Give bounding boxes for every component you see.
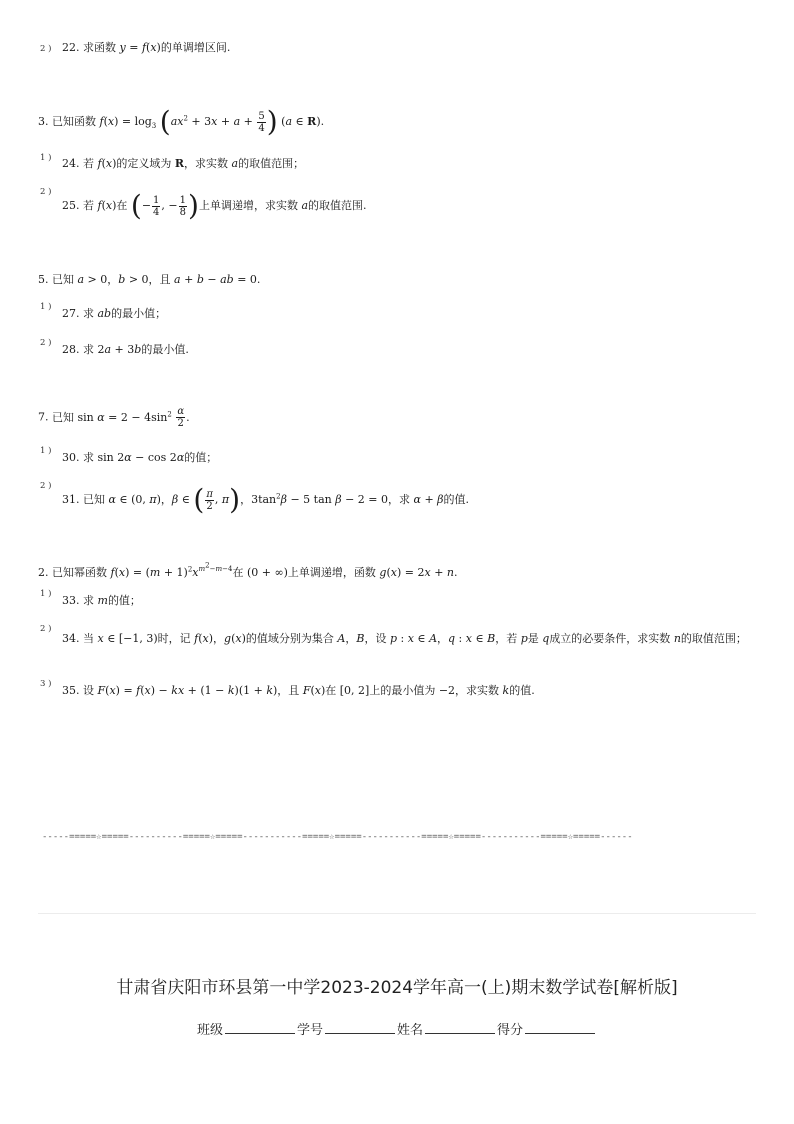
field-score-blank[interactable]	[525, 1021, 595, 1034]
question-34: 34. 当 x ∈ [−1, 3)时，记 f(x)，g(x)的值域分别为集合 A，B，设 p : x ∈ A，q : x ∈ B，若 p是 q成立的必要条件，求实数 n的取值范围；	[62, 632, 747, 645]
field-class-label: 班级	[196, 1023, 223, 1038]
problem-stem	[38, 273, 260, 287]
field-score-label: 得分	[497, 1023, 524, 1038]
page-title: 甘肃省庆阳市环县第一中学2023-2024学年高一(上)期末数学试卷[解析版]	[116, 978, 678, 998]
field-name-label: 姓名	[397, 1023, 424, 1038]
problem-stem	[38, 559, 458, 580]
sub-marker: 1 )	[40, 589, 52, 599]
field-id-blank[interactable]	[325, 1021, 395, 1034]
problem-stem-text: 已知函数 $f(x) = \log_3 (ax^2 + 3x + a$ + $\frac{5}{4}$ ) (a ∈ R).	[52, 105, 325, 138]
sub-marker: 2 )	[40, 481, 52, 491]
problem-stem	[38, 406, 190, 429]
question-28: 28. 求 2a + 3b的最小值.	[62, 343, 189, 356]
question-35: 35. 设 F(x) = f(x) − kx + (1 − k)(1 + k)，且 F(x)在 [0, 2]上的最小值为 −2，求实数 k的值.	[62, 684, 535, 697]
field-id-label: 学号	[296, 1023, 323, 1038]
sub-marker: 1 )	[40, 446, 52, 456]
problem-number: 2.	[38, 565, 49, 579]
sub-marker: 2 )	[40, 624, 52, 634]
field-class-blank[interactable]	[225, 1021, 295, 1034]
problem-stem	[38, 105, 325, 138]
problem-number: 3.	[38, 115, 49, 128]
question-31: 31. 已知 α ∈ (0, π)，β ∈ ( $\frac{\pi}{2}$ , π)，$3\tan^2\beta - 5$ tan β − 2 = 0，求 α + β的值.	[62, 483, 470, 516]
field-name-blank[interactable]	[425, 1021, 495, 1034]
sub-marker: 2 )	[40, 338, 52, 348]
problem-stem-text: 已知 $\sin \alpha = 2 - 4\sin^2$ $\frac{\alpha}{2}$ .	[52, 406, 190, 429]
sub-marker: 2 )	[40, 187, 52, 197]
question-22	[62, 41, 230, 55]
sub-marker: 3 )	[40, 679, 52, 689]
horizontal-rule	[38, 913, 756, 914]
sub-marker: 2 )	[40, 44, 52, 54]
question-text: 22. 求函数 y = f(x)的单调增区间.	[62, 41, 231, 54]
question-24: 24. 若 f(x)的定义域为 R，求实数 a的取值范围；	[62, 157, 305, 170]
question-33: 33. 求 m的值；	[62, 594, 141, 607]
problem-stem-text: 已知幂函数 $f(x) = (m + 1)^2x^{m^2-m-4}$在 (0 + ∞)上单调递增，函数 g(x) = 2x + n.	[52, 562, 458, 579]
sub-marker: 1 )	[40, 302, 52, 312]
question-27: 27. 求 ab的最小值；	[62, 307, 167, 320]
sub-marker: 1 )	[40, 153, 52, 163]
question-25: 25. 若 f(x)在 (− $\frac{1}{4}$ , − $\frac{1}{8}$ )上单调递增，求实数 a的取值范围.	[62, 189, 367, 222]
info-fields	[0, 1019, 794, 1038]
problem-stem-text: 已知 a > 0，b > 0，且 a + b − ab = 0.	[52, 273, 261, 286]
question-30: 30. 求 sin 2α − cos 2α的值；	[62, 451, 218, 464]
problem-number: 5.	[38, 273, 49, 286]
section-divider: -----=====☆=====----------=====☆=====-----------=====☆=====-----------=====☆=====-----------=====☆=====------	[42, 832, 633, 842]
problem-number: 7.	[38, 410, 49, 424]
